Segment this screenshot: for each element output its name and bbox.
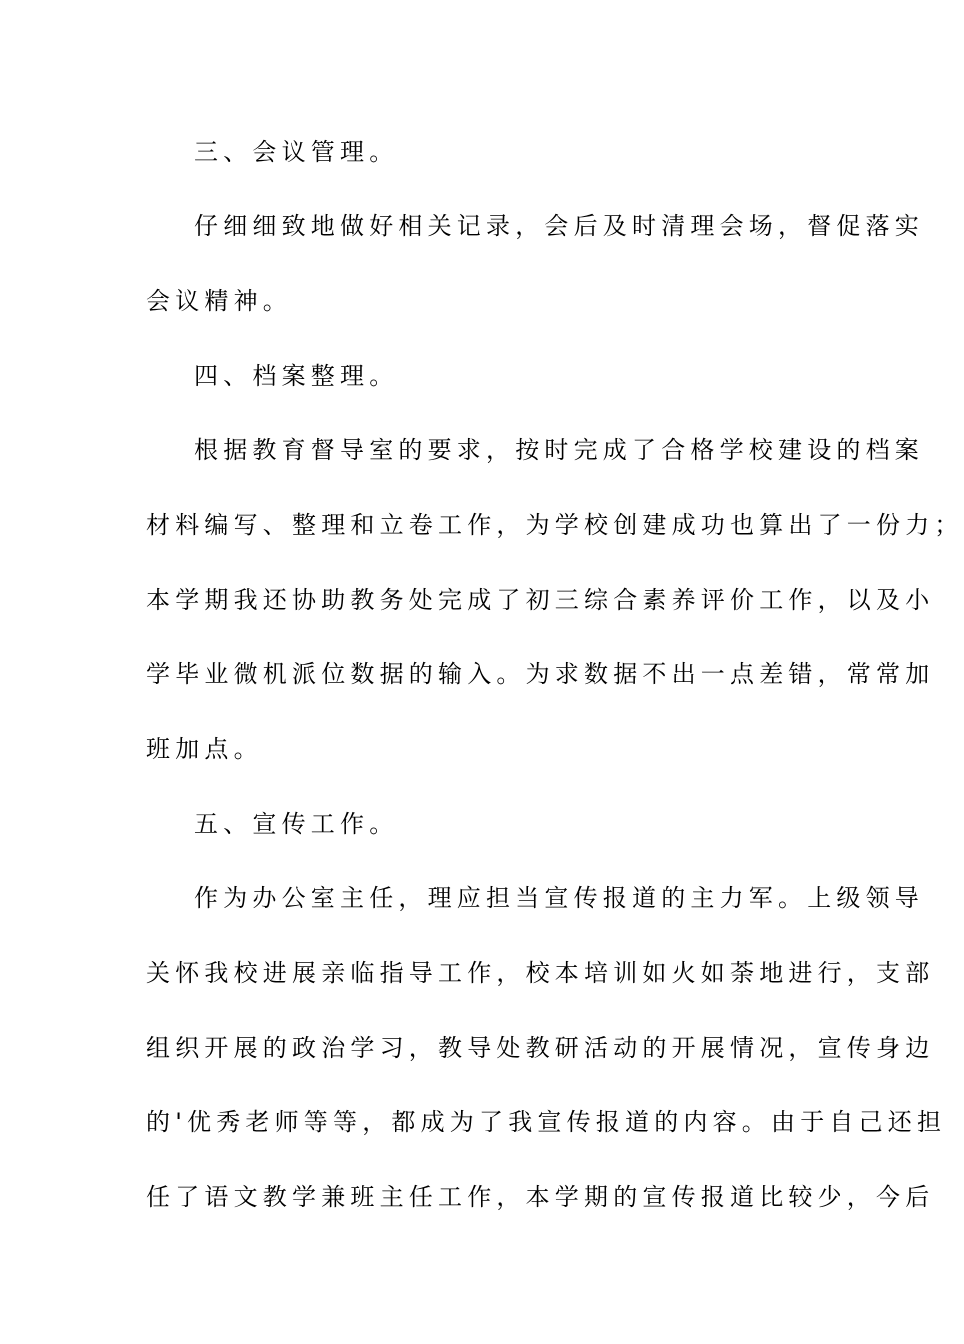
paragraph-line: 作为办公室主任，理应担当宣传报道的主力军。上级领导 <box>194 884 924 912</box>
section-heading-publicity-work: 五、宣传工作。 <box>194 810 399 838</box>
paragraph-line: 的'优秀老师等等，都成为了我宣传报道的内容。由于自己还担 <box>146 1108 947 1136</box>
paragraph-line: 根据教育督导室的要求，按时完成了合格学校建设的档案 <box>194 436 924 464</box>
paragraph-line: 关怀我校进展亲临指导工作，校本培训如火如荼地进行，支部 <box>146 959 935 987</box>
section-heading-meeting-management: 三、会议管理。 <box>194 138 399 166</box>
section-heading-archive-management: 四、档案整理。 <box>194 362 399 390</box>
paragraph-line: 仔细细致地做好相关记录，会后及时清理会场，督促落实 <box>194 212 924 240</box>
paragraph-line: 材料编写、整理和立卷工作，为学校创建成功也算出了一份力； <box>146 511 964 539</box>
paragraph-line: 会议精神。 <box>146 287 292 315</box>
paragraph-line: 任了语文教学兼班主任工作，本学期的宣传报道比较少，今后 <box>146 1183 935 1211</box>
paragraph-line: 本学期我还协助教务处完成了初三综合素养评价工作，以及小 <box>146 586 935 614</box>
paragraph-line: 组织开展的政治学习，教导处教研活动的开展情况，宣传身边 <box>146 1034 935 1062</box>
paragraph-line: 班加点。 <box>146 735 263 763</box>
paragraph-line: 学毕业微机派位数据的输入。为求数据不出一点差错，常常加 <box>146 660 935 688</box>
